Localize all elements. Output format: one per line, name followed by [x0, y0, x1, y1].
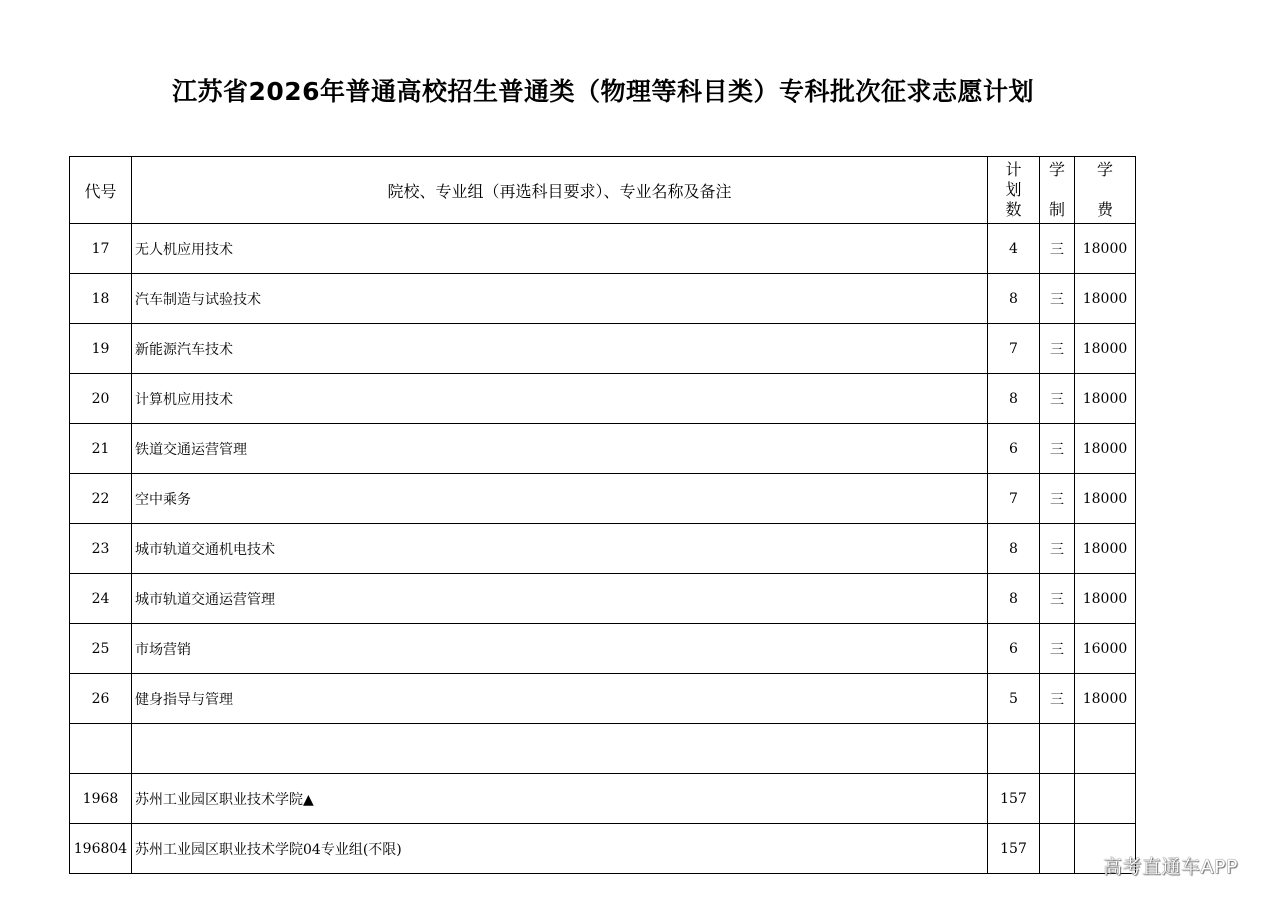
cell-name: 计算机应用技术 — [132, 374, 988, 424]
table-row-empty — [70, 724, 1136, 774]
cell-plan: 157 — [988, 774, 1040, 824]
cell-plan: 6 — [988, 424, 1040, 474]
cell-code: 26 — [70, 674, 132, 724]
cell-plan: 7 — [988, 474, 1040, 524]
cell-code: 23 — [70, 524, 132, 574]
cell-name: 铁道交通运营管理 — [132, 424, 988, 474]
cell-code — [70, 724, 132, 774]
cell-name: 市场营销 — [132, 624, 988, 674]
table-row — [70, 474, 1136, 524]
table-row — [70, 524, 1136, 574]
cell-fee: 18000 — [1075, 474, 1136, 524]
watermark: 高考直通车APP — [1103, 856, 1238, 878]
cell-duration: 三 — [1040, 574, 1075, 624]
cell-plan: 6 — [988, 624, 1040, 674]
cell-code: 18 — [70, 274, 132, 324]
cell-code: 25 — [70, 624, 132, 674]
table-row — [70, 374, 1136, 424]
cell-plan: 8 — [988, 274, 1040, 324]
plan-table — [69, 156, 1136, 874]
cell-name: 城市轨道交通运营管理 — [132, 574, 988, 624]
cell-fee: 18000 — [1075, 424, 1136, 474]
cell-plan: 5 — [988, 674, 1040, 724]
header-duration — [1040, 157, 1075, 224]
cell-name: 健身指导与管理 — [132, 674, 988, 724]
cell-fee: 18000 — [1075, 274, 1136, 324]
cell-fee: 18000 — [1075, 224, 1136, 274]
cell-duration — [1040, 824, 1075, 874]
header-code: 代号 — [70, 157, 132, 224]
cell-duration: 三 — [1040, 224, 1075, 274]
table-row-school — [70, 774, 1136, 824]
cell-duration: 三 — [1040, 274, 1075, 324]
cell-plan: 157 — [988, 824, 1040, 874]
header-plan-char: 划 — [1005, 180, 1022, 199]
cell-code: 21 — [70, 424, 132, 474]
table-row — [70, 674, 1136, 724]
header-fee-char: 学 — [1096, 160, 1113, 179]
cell-code: 24 — [70, 574, 132, 624]
header-plan-char: 计 — [1005, 160, 1022, 179]
header-plan — [988, 157, 1040, 224]
cell-name: 汽车制造与试验技术 — [132, 274, 988, 324]
cell-code: 22 — [70, 474, 132, 524]
cell-plan: 8 — [988, 374, 1040, 424]
cell-duration: 三 — [1040, 674, 1075, 724]
cell-name: 苏州工业园区职业技术学院04专业组(不限) — [132, 824, 988, 874]
page-title: 江苏省2026年普通高校招生普通类（物理等科目类）专科批次征求志愿计划 — [171, 77, 1035, 106]
cell-duration: 三 — [1040, 474, 1075, 524]
header-duration-char: 学 — [1048, 160, 1065, 179]
cell-name — [132, 724, 988, 774]
cell-code: 17 — [70, 224, 132, 274]
cell-code: 196804 — [70, 824, 132, 874]
cell-plan — [988, 724, 1040, 774]
table-row — [70, 274, 1136, 324]
cell-duration: 三 — [1040, 424, 1075, 474]
cell-plan: 7 — [988, 324, 1040, 374]
header-fee — [1075, 157, 1136, 224]
header-fee-char: 费 — [1096, 200, 1113, 219]
cell-name: 新能源汽车技术 — [132, 324, 988, 374]
cell-fee: 18000 — [1075, 674, 1136, 724]
cell-duration — [1040, 774, 1075, 824]
table-row — [70, 574, 1136, 624]
cell-fee: 18000 — [1075, 374, 1136, 424]
table-row — [70, 324, 1136, 374]
cell-duration: 三 — [1040, 624, 1075, 674]
cell-duration: 三 — [1040, 374, 1075, 424]
table-row — [70, 224, 1136, 274]
table-row — [70, 424, 1136, 474]
cell-code: 1968 — [70, 774, 132, 824]
cell-fee — [1075, 774, 1136, 824]
cell-duration: 三 — [1040, 524, 1075, 574]
cell-name: 无人机应用技术 — [132, 224, 988, 274]
header-duration-char: 制 — [1048, 200, 1065, 219]
cell-fee — [1075, 724, 1136, 774]
cell-name: 苏州工业园区职业技术学院▲ — [132, 774, 988, 824]
cell-code: 19 — [70, 324, 132, 374]
cell-plan: 8 — [988, 574, 1040, 624]
cell-duration — [1040, 724, 1075, 774]
table-row-group — [70, 824, 1136, 874]
table-header-row — [70, 157, 1136, 224]
cell-duration: 三 — [1040, 324, 1075, 374]
cell-fee: 18000 — [1075, 324, 1136, 374]
cell-plan: 4 — [988, 224, 1040, 274]
cell-plan: 8 — [988, 524, 1040, 574]
cell-fee: 16000 — [1075, 624, 1136, 674]
header-plan-char: 数 — [1005, 200, 1022, 219]
table-row — [70, 624, 1136, 674]
cell-name: 空中乘务 — [132, 474, 988, 524]
header-name: 院校、专业组（再选科目要求）、专业名称及备注 — [132, 157, 988, 224]
cell-name: 城市轨道交通机电技术 — [132, 524, 988, 574]
cell-fee: 18000 — [1075, 574, 1136, 624]
cell-code: 20 — [70, 374, 132, 424]
cell-fee: 18000 — [1075, 524, 1136, 574]
